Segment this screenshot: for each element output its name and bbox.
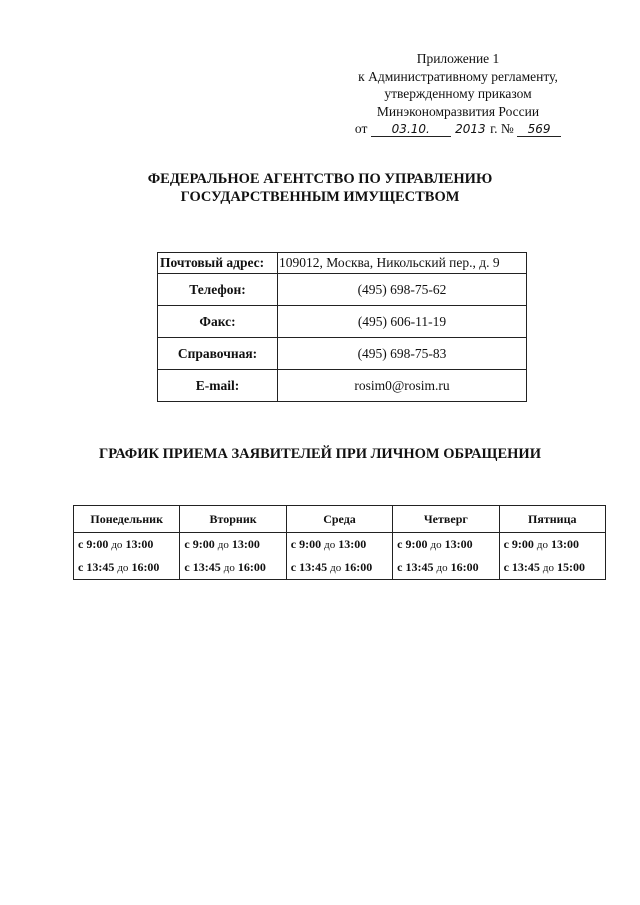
phone-label: Телефон: bbox=[158, 274, 278, 306]
table-row bbox=[158, 306, 527, 338]
slot-from: с 13:45 bbox=[78, 560, 115, 574]
slot-end: 15:00 bbox=[557, 560, 585, 574]
slot-to: до bbox=[217, 539, 229, 551]
schedule-table bbox=[73, 505, 606, 580]
slot-end: 13:00 bbox=[231, 537, 260, 551]
slot-end: 13:00 bbox=[125, 537, 154, 551]
slot-to: до bbox=[324, 539, 336, 551]
handwritten-year: 2013 bbox=[455, 122, 486, 136]
afternoon-slot bbox=[286, 556, 392, 580]
agency-title bbox=[0, 170, 640, 206]
slot-to: до bbox=[436, 562, 448, 574]
slot-end: 13:00 bbox=[551, 537, 579, 551]
afternoon-slot bbox=[393, 556, 499, 580]
slot-from: с 13:45 bbox=[184, 560, 221, 574]
slot-end: 16:00 bbox=[131, 560, 160, 574]
slot-from: с 9:00 bbox=[503, 537, 534, 551]
phone-value: (495) 698-75-62 bbox=[278, 274, 527, 306]
table-header-row bbox=[74, 506, 606, 533]
slot-from: с 9:00 bbox=[290, 537, 322, 551]
appendix-line-2: к Административному регламенту, bbox=[358, 68, 558, 84]
appendix-line-4: Минэкономразвития России bbox=[376, 103, 540, 119]
postal-address-value: 109012, Москва, Никольский пер., д. 9 bbox=[278, 253, 527, 274]
table-row bbox=[158, 274, 527, 306]
slot-to: до bbox=[330, 562, 342, 574]
morning-slot bbox=[74, 533, 180, 557]
slot-end: 16:00 bbox=[450, 560, 479, 574]
slot-from: с 13:45 bbox=[503, 560, 540, 574]
slot-end: 16:00 bbox=[237, 560, 266, 574]
slot-end: 13:00 bbox=[338, 537, 367, 551]
agency-title-line-1: ФЕДЕРАЛЬНОЕ АГЕНТСТВО ПО УПРАВЛЕНИЮ bbox=[147, 171, 493, 187]
morning-slot bbox=[499, 533, 605, 557]
order-date-line bbox=[328, 120, 588, 138]
afternoon-slot bbox=[180, 556, 286, 580]
slot-to: до bbox=[117, 562, 129, 574]
slot-end: 16:00 bbox=[344, 560, 373, 574]
morning-slot bbox=[286, 533, 392, 557]
fax-value: (495) 606-11-19 bbox=[278, 306, 527, 338]
postal-address-label: Почтовый адрес: bbox=[158, 253, 278, 274]
day-header: Пятница bbox=[499, 506, 605, 533]
email-value: rosim0@rosim.ru bbox=[278, 370, 527, 402]
morning-slot bbox=[180, 533, 286, 557]
table-row bbox=[158, 253, 527, 274]
appendix-line-1: Приложение 1 bbox=[416, 51, 500, 66]
slot-end: 13:00 bbox=[444, 537, 473, 551]
slot-to: до bbox=[430, 539, 442, 551]
agency-title-line-2: ГОСУДАРСТВЕННЫМ ИМУЩЕСТВОМ bbox=[180, 189, 460, 205]
slot-to: до bbox=[111, 539, 123, 551]
slot-from: с 13:45 bbox=[290, 560, 328, 574]
morning-slot bbox=[393, 533, 499, 557]
reference-label: Справочная: bbox=[158, 338, 278, 370]
date-prefix: от bbox=[354, 121, 368, 136]
day-header: Среда bbox=[286, 506, 392, 533]
table-row bbox=[74, 533, 606, 557]
appendix-header bbox=[328, 50, 588, 138]
table-row bbox=[158, 338, 527, 370]
slot-to: до bbox=[223, 562, 235, 574]
day-header: Четверг bbox=[393, 506, 499, 533]
slot-to: до bbox=[542, 562, 554, 574]
fax-label: Факс: bbox=[158, 306, 278, 338]
slot-from: с 13:45 bbox=[397, 560, 434, 574]
slot-from: с 9:00 bbox=[78, 537, 109, 551]
slot-from: с 9:00 bbox=[397, 537, 428, 551]
reference-value: (495) 698-75-83 bbox=[278, 338, 527, 370]
handwritten-order-number: 569 bbox=[517, 122, 561, 137]
slot-from: с 9:00 bbox=[184, 537, 215, 551]
afternoon-slot bbox=[74, 556, 180, 580]
email-label: E-mail: bbox=[158, 370, 278, 402]
appendix-line-3: утвержденному приказом bbox=[384, 86, 532, 101]
schedule-title: ГРАФИК ПРИЕМА ЗАЯВИТЕЛЕЙ ПРИ ЛИЧНОМ ОБРАЩЕНИИ bbox=[98, 446, 541, 462]
day-header: Вторник bbox=[180, 506, 286, 533]
contacts-table bbox=[157, 252, 527, 402]
year-suffix: г. № bbox=[490, 121, 514, 136]
afternoon-slot bbox=[499, 556, 605, 580]
table-row bbox=[158, 370, 527, 402]
slot-to: до bbox=[536, 539, 548, 551]
handwritten-date: 03.10. bbox=[371, 122, 451, 137]
day-header: Понедельник bbox=[74, 506, 180, 533]
table-row bbox=[74, 556, 606, 580]
